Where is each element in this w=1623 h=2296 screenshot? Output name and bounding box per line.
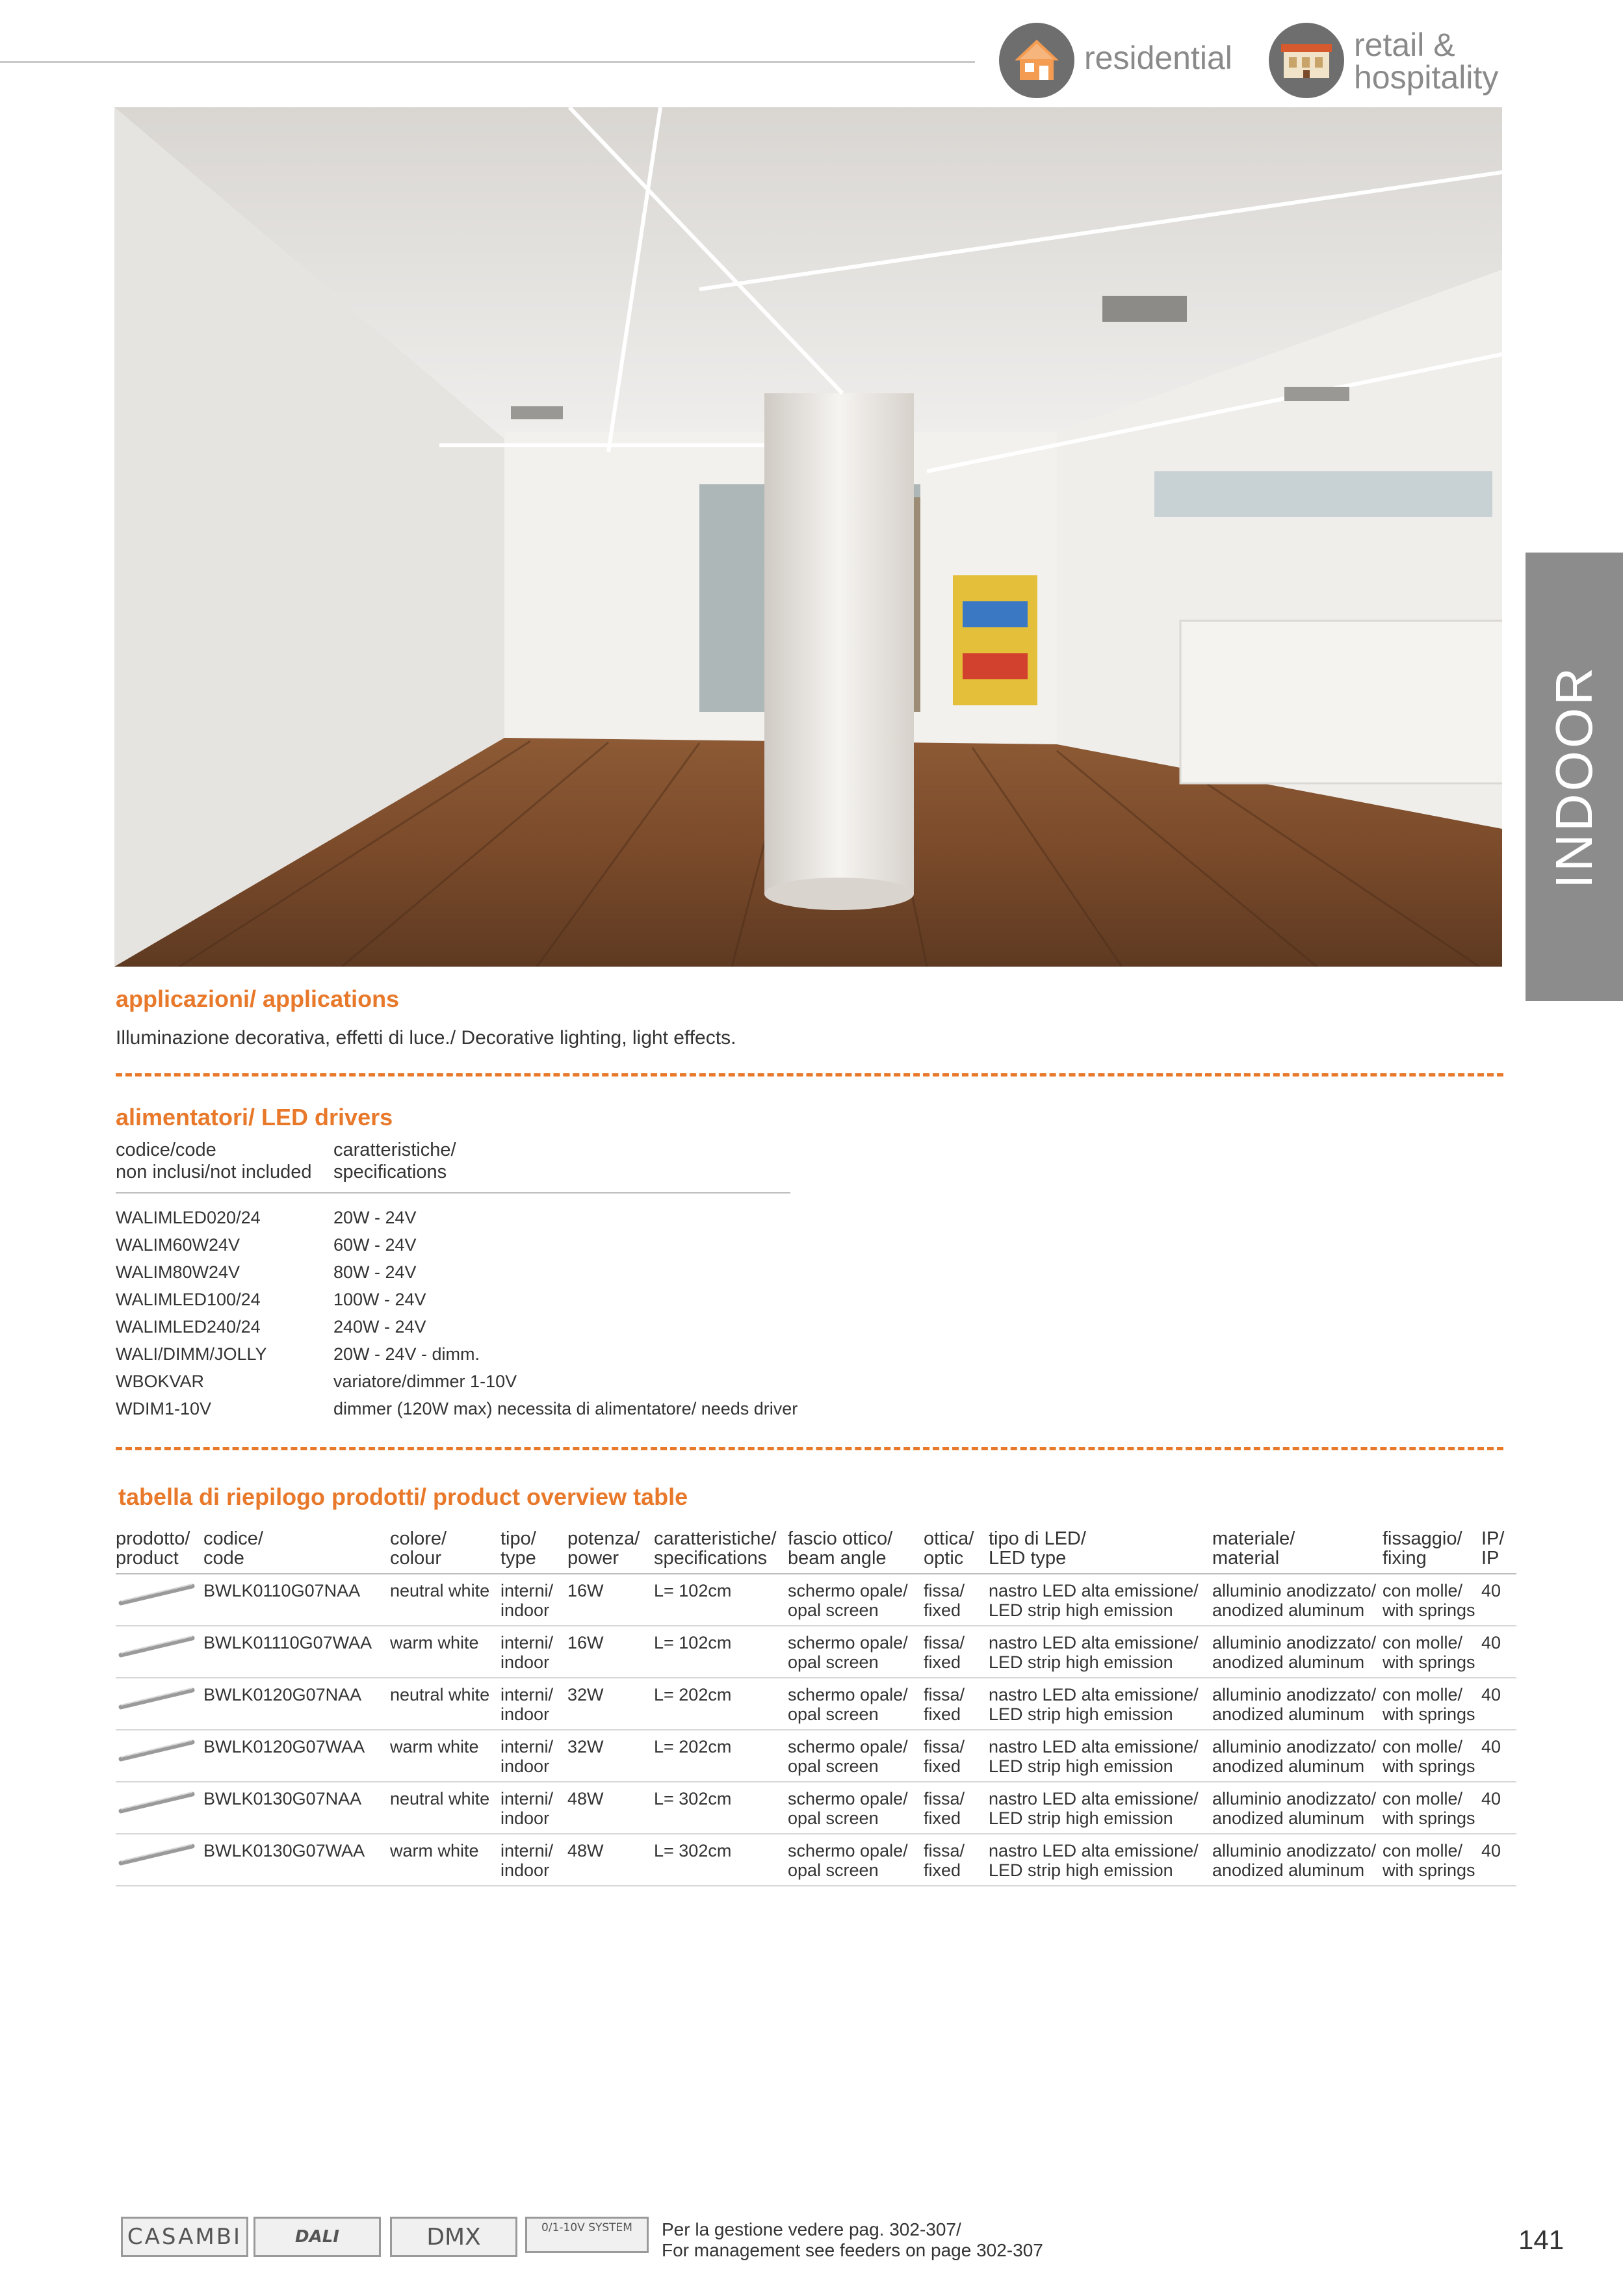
table-cell: fissa/ fixed bbox=[924, 1841, 965, 1880]
table-row bbox=[116, 1782, 1516, 1834]
table-cell: 40 bbox=[1481, 1685, 1501, 1704]
table-cell: interni/ indoor bbox=[500, 1581, 554, 1620]
overview-table-body bbox=[116, 1574, 1516, 1886]
table-cell: BWLK0130G07WAA bbox=[203, 1841, 365, 1860]
table-row: WALIM60W24V 60W - 24V bbox=[116, 1235, 417, 1255]
table-cell: neutral white bbox=[390, 1581, 490, 1600]
table-cell: 32W bbox=[567, 1685, 604, 1704]
table-row bbox=[116, 1730, 1516, 1782]
product-thumbnail bbox=[116, 1633, 203, 1677]
table-row: WALIM80W24V 80W - 24V bbox=[116, 1262, 417, 1282]
head-beam-angle: fascio ottico/ beam angle bbox=[788, 1528, 893, 1569]
table-cell: alluminio anodizzato/ anodized aluminum bbox=[1212, 1581, 1377, 1620]
table-cell: schermo opale/ opal screen bbox=[788, 1841, 908, 1880]
head-fixing: fissaggio/ fixing bbox=[1383, 1528, 1462, 1569]
led-profile-icon bbox=[116, 1789, 197, 1815]
table-cell: nastro LED alta emissione/ LED strip high emission bbox=[989, 1789, 1199, 1828]
table-row: WALIMLED020/24 20W - 24V bbox=[116, 1208, 417, 1227]
led-profile-icon bbox=[116, 1685, 197, 1711]
applications-heading: applicazioni/ applications bbox=[116, 985, 400, 1012]
drivers-heading: alimentatori/ LED drivers bbox=[116, 1104, 393, 1130]
product-thumbnail bbox=[116, 1841, 203, 1885]
product-thumbnail bbox=[116, 1737, 203, 1781]
header-rule bbox=[0, 61, 975, 63]
table-row: WALI/DIMM/JOLLY 20W - 24V - dimm. bbox=[116, 1344, 480, 1364]
category-retail-label: retail & hospitality bbox=[1354, 27, 1499, 96]
table-cell: alluminio anodizzato/ anodized aluminum bbox=[1212, 1789, 1377, 1828]
head-specifications: caratteristiche/ specifications bbox=[654, 1528, 777, 1569]
overview-heading: tabella di riepilogo prodotti/ product overview table bbox=[118, 1483, 688, 1510]
indoor-tab-label: INDOOR bbox=[1545, 665, 1603, 889]
table-cell: con molle/ with springs bbox=[1383, 1737, 1475, 1776]
table-cell: con molle/ with springs bbox=[1383, 1841, 1475, 1880]
table-cell: L= 202cm bbox=[654, 1685, 732, 1704]
table-row bbox=[116, 1626, 1516, 1678]
table-row bbox=[116, 1574, 1516, 1626]
head-type: tipo/ type bbox=[500, 1528, 536, 1569]
interior-photo bbox=[114, 107, 1502, 967]
table-cell: con molle/ with springs bbox=[1383, 1789, 1475, 1828]
product-thumbnail bbox=[116, 1685, 203, 1729]
table-cell: fissa/ fixed bbox=[924, 1633, 965, 1672]
table-cell: warm white bbox=[390, 1633, 479, 1652]
table-cell: alluminio anodizzato/ anodized aluminum bbox=[1212, 1841, 1377, 1880]
system-1-10v-logo: 0/1-10V SYSTEM bbox=[525, 2217, 649, 2253]
storefront-icon bbox=[1269, 23, 1344, 98]
category-residential-label: residential bbox=[1084, 40, 1232, 76]
table-cell: 16W bbox=[567, 1633, 604, 1652]
table-cell: nastro LED alta emissione/ LED strip high emission bbox=[989, 1841, 1199, 1880]
table-cell: warm white bbox=[390, 1737, 479, 1756]
table-cell: L= 202cm bbox=[654, 1737, 732, 1756]
table-cell: L= 302cm bbox=[654, 1789, 732, 1808]
table-cell: fissa/ fixed bbox=[924, 1737, 965, 1776]
overview-table bbox=[116, 1529, 1516, 1886]
head-code: codice/ code bbox=[203, 1528, 263, 1569]
head-power: potenza/ power bbox=[567, 1528, 640, 1569]
house-icon bbox=[999, 23, 1074, 98]
led-profile-icon bbox=[116, 1737, 197, 1763]
table-cell: nastro LED alta emissione/ LED strip high emission bbox=[989, 1633, 1199, 1672]
dmx-logo: DMX bbox=[390, 2217, 517, 2257]
table-cell: BWLK0130G07NAA bbox=[203, 1789, 362, 1808]
drivers-head-spec: caratteristiche/ specifications bbox=[333, 1140, 456, 1182]
head-colour: colore/ colour bbox=[390, 1528, 447, 1569]
table-cell: 40 bbox=[1481, 1581, 1501, 1600]
table-cell: interni/ indoor bbox=[500, 1685, 554, 1724]
table-cell: L= 102cm bbox=[654, 1633, 732, 1652]
section-divider bbox=[116, 1073, 1503, 1076]
led-profile-icon bbox=[116, 1581, 197, 1607]
table-cell: con molle/ with springs bbox=[1383, 1633, 1475, 1672]
head-ip: IP/ IP bbox=[1481, 1528, 1505, 1569]
table-cell: 48W bbox=[567, 1789, 604, 1808]
page-number: 141 bbox=[1518, 2224, 1565, 2255]
table-cell: 40 bbox=[1481, 1737, 1501, 1756]
table-cell: fissa/ fixed bbox=[924, 1581, 965, 1620]
table-row: WDIM1-10V dimmer (120W max) necessita di alimentatore/ needs driver bbox=[116, 1399, 798, 1418]
table-cell: L= 302cm bbox=[654, 1841, 732, 1860]
table-cell: interni/ indoor bbox=[500, 1789, 554, 1828]
dali-logo: DALI bbox=[253, 2217, 381, 2257]
section-divider bbox=[116, 1447, 1503, 1450]
table-cell: schermo opale/ opal screen bbox=[788, 1737, 908, 1776]
head-product: prodotto/ product bbox=[116, 1528, 190, 1569]
table-row: WALIMLED240/24 240W - 24V bbox=[116, 1317, 426, 1337]
table-cell: nastro LED alta emissione/ LED strip high emission bbox=[989, 1737, 1199, 1776]
led-profile-icon bbox=[116, 1633, 197, 1659]
table-cell: interni/ indoor bbox=[500, 1737, 554, 1776]
table-cell: schermo opale/ opal screen bbox=[788, 1581, 908, 1620]
overview-table-header bbox=[116, 1529, 1516, 1574]
table-cell: nastro LED alta emissione/ LED strip high emission bbox=[989, 1581, 1199, 1620]
drivers-header-rule bbox=[116, 1192, 790, 1194]
head-optic: ottica/ optic bbox=[924, 1528, 974, 1569]
table-cell: 48W bbox=[567, 1841, 604, 1860]
table-cell: alluminio anodizzato/ anodized aluminum bbox=[1212, 1737, 1377, 1776]
table-cell: fissa/ fixed bbox=[924, 1685, 965, 1724]
drivers-head-code: codice/code non inclusi/not included bbox=[116, 1140, 312, 1182]
product-thumbnail bbox=[116, 1581, 203, 1625]
table-cell: BWLK0120G07WAA bbox=[203, 1737, 365, 1756]
table-cell: 32W bbox=[567, 1737, 604, 1756]
product-thumbnail bbox=[116, 1789, 203, 1833]
table-cell: BWLK0120G07NAA bbox=[203, 1685, 362, 1704]
table-row: WALIMLED100/24 100W - 24V bbox=[116, 1290, 426, 1309]
table-row bbox=[116, 1678, 1516, 1730]
table-cell: fissa/ fixed bbox=[924, 1789, 965, 1828]
table-cell: alluminio anodizzato/ anodized aluminum bbox=[1212, 1633, 1377, 1672]
table-cell: 40 bbox=[1481, 1841, 1501, 1860]
table-cell: schermo opale/ opal screen bbox=[788, 1633, 908, 1672]
led-profile-icon bbox=[116, 1841, 197, 1867]
table-cell: BWLK0110G07NAA bbox=[203, 1581, 361, 1600]
table-cell: warm white bbox=[390, 1841, 479, 1860]
applications-text: Illuminazione decorativa, effetti di luce./ Decorative lighting, light effects. bbox=[116, 1027, 736, 1049]
indoor-side-tab[interactable] bbox=[1526, 553, 1623, 1001]
drivers-table-header bbox=[116, 1139, 788, 1183]
footer-note: Per la gestione vedere pag. 302-307/ For management see feeders on page 302-307 bbox=[662, 2219, 1043, 2260]
table-cell: schermo opale/ opal screen bbox=[788, 1789, 908, 1828]
head-led-type: tipo di LED/ LED type bbox=[989, 1528, 1086, 1569]
table-cell: con molle/ with springs bbox=[1383, 1581, 1475, 1620]
casambi-logo: CASAMBI bbox=[121, 2217, 248, 2257]
table-cell: neutral white bbox=[390, 1789, 490, 1808]
table-cell: interni/ indoor bbox=[500, 1841, 554, 1880]
table-cell: 40 bbox=[1481, 1789, 1501, 1808]
table-cell: 40 bbox=[1481, 1633, 1501, 1652]
table-cell: nastro LED alta emissione/ LED strip high emission bbox=[989, 1685, 1199, 1724]
table-cell: alluminio anodizzato/ anodized aluminum bbox=[1212, 1685, 1377, 1724]
table-cell: neutral white bbox=[390, 1685, 490, 1704]
table-cell: L= 102cm bbox=[654, 1581, 732, 1600]
table-cell: schermo opale/ opal screen bbox=[788, 1685, 908, 1724]
table-cell: 16W bbox=[567, 1581, 604, 1600]
head-material: materiale/ material bbox=[1212, 1528, 1295, 1569]
table-cell: con molle/ with springs bbox=[1383, 1685, 1475, 1724]
table-row bbox=[116, 1834, 1516, 1886]
table-cell: interni/ indoor bbox=[500, 1633, 554, 1672]
table-cell: BWLK01110G07WAA bbox=[203, 1633, 372, 1652]
table-row: WBOKVAR variatore/dimmer 1-10V bbox=[116, 1372, 517, 1391]
drivers-table-body bbox=[116, 1208, 798, 1426]
